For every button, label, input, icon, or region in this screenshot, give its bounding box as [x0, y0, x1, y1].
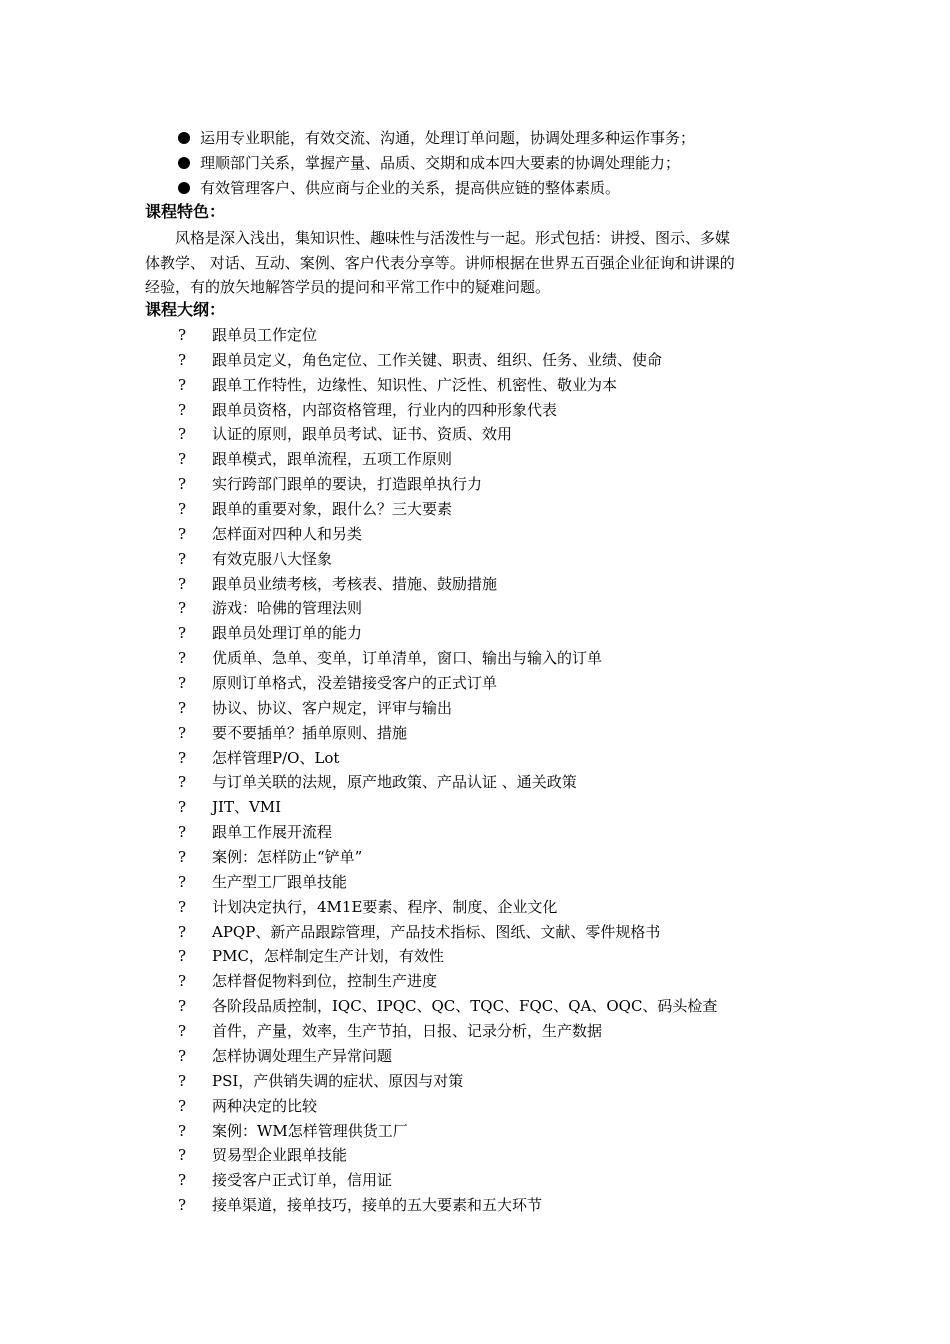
- outline-marker: ?: [178, 1046, 187, 1065]
- objective-list: [178, 126, 695, 201]
- outline-marker: ?: [178, 450, 187, 469]
- outline-text: 游戏：哈佛的管理法则: [212, 599, 363, 618]
- outline-item: [178, 447, 717, 472]
- outline-marker: ?: [178, 549, 187, 568]
- outline-item: [178, 1168, 717, 1193]
- outline-item: [178, 944, 717, 969]
- outline-marker: ?: [178, 848, 187, 867]
- outline-item: [178, 696, 717, 721]
- outline-text: 原则订单格式，没差错接受客户的正式订单: [212, 674, 498, 693]
- outline-item: [178, 497, 717, 522]
- outline-text: APQP、新产品跟踪管理，产品技术指标、图纸、文献、零件规格书: [212, 922, 661, 941]
- outline-text: 生产型工厂跟单技能: [212, 872, 348, 891]
- outline-item: [178, 572, 717, 597]
- outline-text: 接受客户正式订单，信用证: [212, 1171, 393, 1190]
- outline-text: 两种决定的比较: [212, 1096, 318, 1115]
- outline-marker: ?: [178, 524, 187, 543]
- outline-text: 案例：怎样防止“铲单”: [212, 848, 363, 867]
- outline-marker: ?: [178, 798, 187, 817]
- outline-text: 认证的原则，跟单员考试、证书、资质、效用: [212, 425, 513, 444]
- outline-item: [178, 323, 717, 348]
- outline-item: [178, 895, 717, 920]
- outline-text: 首件，产量，效率，生产节拍，日报、记录分析，生产数据: [212, 1022, 603, 1041]
- outline-text: 贸易型企业跟单技能: [212, 1146, 348, 1165]
- outline-item: [178, 1094, 717, 1119]
- outline-item: [178, 1143, 717, 1168]
- outline-item: [178, 646, 717, 671]
- outline-item: [178, 671, 717, 696]
- outline-marker: ?: [178, 947, 187, 966]
- outline-item: [178, 870, 717, 895]
- outline-item: [178, 1044, 717, 1069]
- bullet-dot-icon: [178, 182, 190, 194]
- outline-item: [178, 522, 717, 547]
- outline-item: [178, 820, 717, 845]
- outline-marker: ?: [178, 723, 187, 742]
- outline-item: [178, 845, 717, 870]
- outline-item: [178, 472, 717, 497]
- outline-item: [178, 1193, 717, 1218]
- outline-text: 优质单、急单、变单，订单清单，窗口、输出与输入的订单: [212, 649, 603, 668]
- outline-marker: ?: [178, 1146, 187, 1165]
- outline-marker: ?: [178, 674, 187, 693]
- outline-text: 跟单员处理订单的能力: [212, 624, 363, 643]
- section-heading-outline: 课程大纲：: [145, 300, 226, 319]
- outline-text: 跟单员资格，内部资格管理，行业内的四种形象代表: [212, 400, 558, 419]
- objective-text: 理顺部门关系，掌握产量、品质、交期和成本四大要素的协调处理能力；: [200, 154, 681, 172]
- objective-text: 运用专业职能，有效交流、沟通，处理订单问题，协调处理多种运作事务；: [200, 129, 696, 147]
- outline-text: 各阶段品质控制，IQC、IPQC、QC、TQC、FQC、QA、OQC、码头检查: [212, 997, 718, 1016]
- outline-text: 怎样管理P/O、Lot: [212, 748, 340, 767]
- outline-marker: ?: [178, 350, 187, 369]
- outline-text: 怎样协调处理生产异常问题: [212, 1046, 393, 1065]
- outline-marker: ?: [178, 1071, 187, 1090]
- objective-item: [178, 176, 695, 201]
- outline-text: PMC，怎样制定生产计划，有效性: [212, 947, 444, 966]
- outline-item: [178, 770, 717, 795]
- outline-text: 跟单员工作定位: [212, 326, 318, 344]
- outline-marker: ?: [178, 599, 187, 618]
- outline-item: [178, 920, 717, 945]
- outline-marker: ?: [178, 922, 187, 941]
- outline-marker: ?: [178, 425, 187, 444]
- outline-text: 跟单员定义，角色定位、工作关键、职责、组织、任务、业绩、使命: [212, 350, 663, 369]
- outline-marker: ?: [178, 1171, 187, 1190]
- outline-item: [178, 721, 717, 746]
- outline-marker: ?: [178, 326, 187, 344]
- outline-item: [178, 969, 717, 994]
- outline-text: 与订单关联的法规，原产地政策、产品认证 、通关政策: [212, 773, 577, 792]
- paragraph-line: 体教学、 对话、互动、案例、客户代表分享等。讲师根据在世界五百强企业征询和讲课的: [145, 253, 735, 272]
- outline-text: 接单渠道，接单技巧，接单的五大要素和五大环节: [212, 1196, 543, 1215]
- outline-item: [178, 1069, 717, 1094]
- outline-marker: ?: [178, 574, 187, 593]
- outline-text: 怎样督促物料到位，控制生产进度: [212, 972, 438, 991]
- bullet-dot-icon: [178, 157, 190, 169]
- outline-marker: ?: [178, 823, 187, 842]
- outline-item: [178, 1019, 717, 1044]
- outline-text: 案例：WM怎样管理供货工厂: [212, 1121, 408, 1140]
- outline-text: JIT、VMI: [212, 798, 282, 817]
- outline-text: 实行跨部门跟单的要诀，打造跟单执行力: [212, 475, 483, 494]
- outline-marker: ?: [178, 500, 187, 519]
- outline-item: [178, 422, 717, 447]
- outline-text: 跟单员业绩考核，考核表、措施、鼓励措施: [212, 574, 498, 593]
- outline-marker: ?: [178, 1196, 187, 1215]
- paragraph-line: 风格是深入浅出，集知识性、趣味性与活泼性与一起。形式包括：讲授、图示、多媒: [175, 229, 731, 247]
- objective-text: 有效管理客户、供应商与企业的关系，提高供应链的整体素质。: [200, 179, 621, 197]
- outline-text: 怎样面对四种人和另类: [212, 524, 363, 543]
- outline-text: 跟单的重要对象，跟什么？三大要素: [212, 500, 453, 519]
- outline-marker: ?: [178, 997, 187, 1016]
- outline-marker: ?: [178, 649, 187, 668]
- outline-marker: ?: [178, 872, 187, 891]
- outline-marker: ?: [178, 897, 187, 916]
- objective-item: [178, 126, 695, 151]
- outline-list: [178, 323, 717, 1218]
- outline-item: [178, 746, 717, 771]
- outline-marker: ?: [178, 748, 187, 767]
- outline-marker: ?: [178, 624, 187, 643]
- outline-marker: ?: [178, 773, 187, 792]
- outline-marker: ?: [178, 400, 187, 419]
- outline-item: [178, 398, 717, 423]
- outline-item: [178, 1119, 717, 1144]
- objective-item: [178, 151, 695, 176]
- outline-marker: ?: [178, 972, 187, 991]
- section-heading-features: 课程特色：: [145, 202, 226, 221]
- outline-item: [178, 348, 717, 373]
- outline-marker: ?: [178, 475, 187, 494]
- outline-text: 有效克服八大怪象: [212, 549, 333, 568]
- outline-marker: ?: [178, 1022, 187, 1041]
- outline-item: [178, 621, 717, 646]
- features-paragraph: [145, 226, 815, 300]
- paragraph-line: 经验，有的放矢地解答学员的提问和平常工作中的疑难问题。: [145, 278, 551, 297]
- outline-marker: ?: [178, 1096, 187, 1115]
- outline-marker: ?: [178, 698, 187, 717]
- outline-text: 要不要插单？插单原则、措施: [212, 723, 408, 742]
- outline-text: 协议、协议、客户规定，评审与输出: [212, 698, 453, 717]
- outline-item: [178, 795, 717, 820]
- outline-item: [178, 547, 717, 572]
- outline-item: [178, 994, 717, 1019]
- outline-text: 跟单工作特性，边缘性、知识性、广泛性、机密性、敬业为本: [212, 375, 618, 394]
- outline-text: PSI，产供销失调的症状、原因与对策: [212, 1071, 464, 1090]
- outline-text: 计划决定执行，4M1E要素、程序、制度、企业文化: [212, 897, 558, 916]
- outline-text: 跟单模式，跟单流程，五项工作原则: [212, 450, 453, 469]
- outline-marker: ?: [178, 375, 187, 394]
- outline-item: [178, 373, 717, 398]
- outline-text: 跟单工作展开流程: [212, 823, 333, 842]
- outline-item: [178, 596, 717, 621]
- outline-marker: ?: [178, 1121, 187, 1140]
- bullet-dot-icon: [178, 132, 190, 144]
